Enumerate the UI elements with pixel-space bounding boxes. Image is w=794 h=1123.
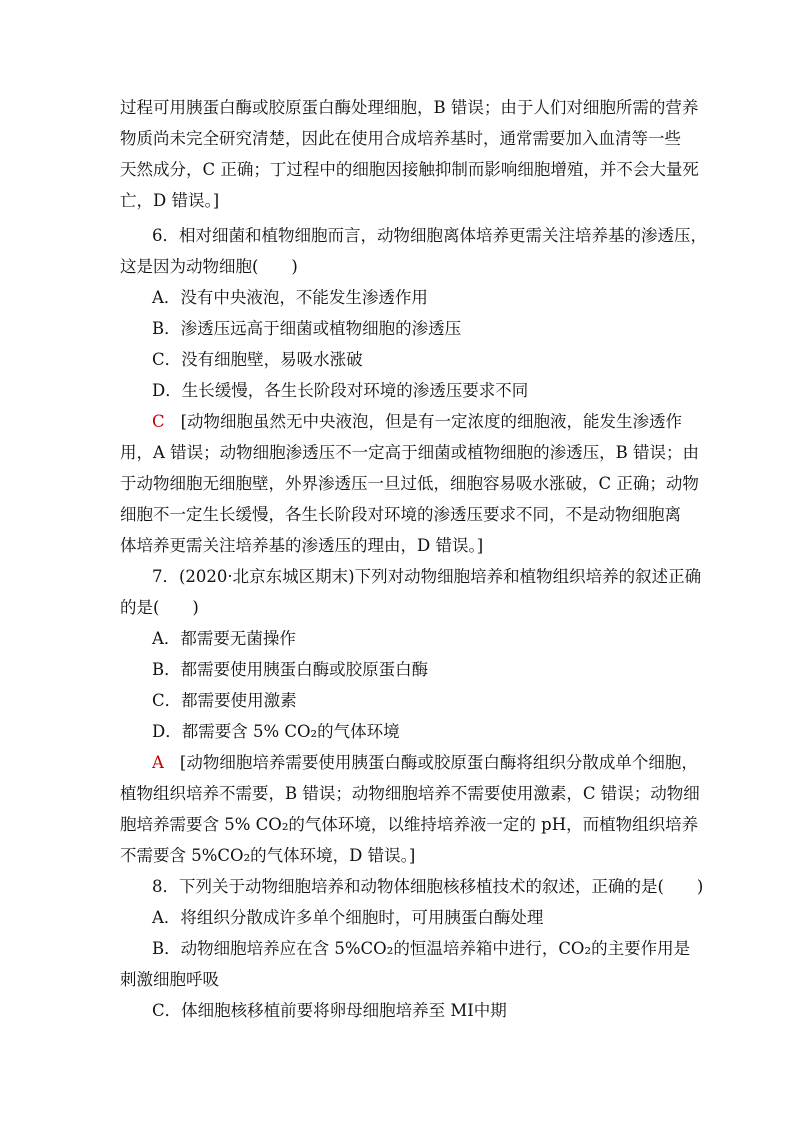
answer-explanation <box>152 753 712 773</box>
option-a: A．将组织分散成许多单个细胞时，可用胰蛋白酶处理 <box>152 908 544 927</box>
question-7-stem-cont: 的是( ) <box>120 598 199 617</box>
question-6-stem: 6．相对细菌和植物细胞而言，动物细胞离体培养更需关注培养基的渗透压， <box>152 226 707 245</box>
text-line: 于动物细胞无细胞壁，外界渗透压一旦过低，细胞容易吸水涨破，C 正确；动物 <box>120 474 699 493</box>
option-c: C．都需要使用激素 <box>152 691 297 710</box>
option-b: B．都需要使用胰蛋白酶或胶原蛋白酶 <box>152 660 429 679</box>
option-b: B．动物细胞培养应在含 5%CO₂的恒温培养箱中进行，CO₂的主要作用是 <box>152 939 691 958</box>
option-c: C．没有细胞壁，易吸水涨破 <box>152 350 363 369</box>
option-d: D．都需要含 5% CO₂的气体环境 <box>152 722 400 741</box>
text-line: 胞培养需要含 5% CO₂的气体环境，以维持培养液一定的 pH，而植物组织培养 <box>120 815 699 834</box>
text-line: 植物组织培养不需要，B 错误；动物细胞培养不需要使用激素，C 错误；动物细 <box>120 784 700 803</box>
answer-letter: A <box>152 753 164 772</box>
text-line: 过程可用胰蛋白酶或胶原蛋白酶处理细胞，B 错误；由于人们对细胞所需的营养 <box>120 98 699 117</box>
text-line: 天然成分，C 正确；丁过程中的细胞因接触抑制而影响细胞增殖，并不会大量死 <box>120 160 699 179</box>
option-b: B．渗透压远高于细菌或植物细胞的渗透压 <box>152 319 462 338</box>
question-8-stem: 8．下列关于动物细胞培养和动物体细胞核移植技术的叙述，正确的是( ) <box>152 877 704 896</box>
explanation-text: [动物细胞培养需要使用胰蛋白酶或胶原蛋白酶将组织分散成单个细胞， <box>179 753 698 772</box>
text-line: 物质尚未完全研究清楚，因此在使用合成培养基时，通常需要加入血清等一些 <box>120 129 681 148</box>
option-a: A．都需要无菌操作 <box>152 629 296 648</box>
option-c: C．体细胞核移植前要将卵母细胞培养至 MⅠ中期 <box>152 1001 507 1020</box>
question-6-stem-cont: 这是因为动物细胞( ) <box>120 257 298 276</box>
text-line: 不需要含 5%CO₂的气体环境，D 错误。] <box>120 846 416 865</box>
answer-letter: C <box>152 412 165 431</box>
text-line: 细胞不一定生长缓慢，各生长阶段对环境的渗透压要求不同，不是动物细胞离 <box>120 505 681 524</box>
explanation-text: [动物细胞虽然无中央液泡，但是有一定浓度的细胞液，能发生渗透作 <box>180 412 683 431</box>
text-line: 体培养更需关注培养基的渗透压的理由，D 错误。] <box>120 536 484 555</box>
option-a: A．没有中央液泡，不能发生渗透作用 <box>152 288 428 307</box>
text-line: 用，A 错误；动物细胞渗透压不一定高于细菌或植物细胞的渗透压，B 错误；由 <box>120 443 700 462</box>
answer-explanation <box>152 412 712 432</box>
text-line: 亡，D 错误。] <box>120 191 220 210</box>
question-7-stem: 7．(2020·北京东城区期末)下列对动物细胞培养和植物组织培养的叙述正确 <box>152 567 702 586</box>
option-b-cont: 刺激细胞呼吸 <box>120 970 219 989</box>
option-d: D．生长缓慢，各生长阶段对环境的渗透压要求不同 <box>152 381 529 400</box>
